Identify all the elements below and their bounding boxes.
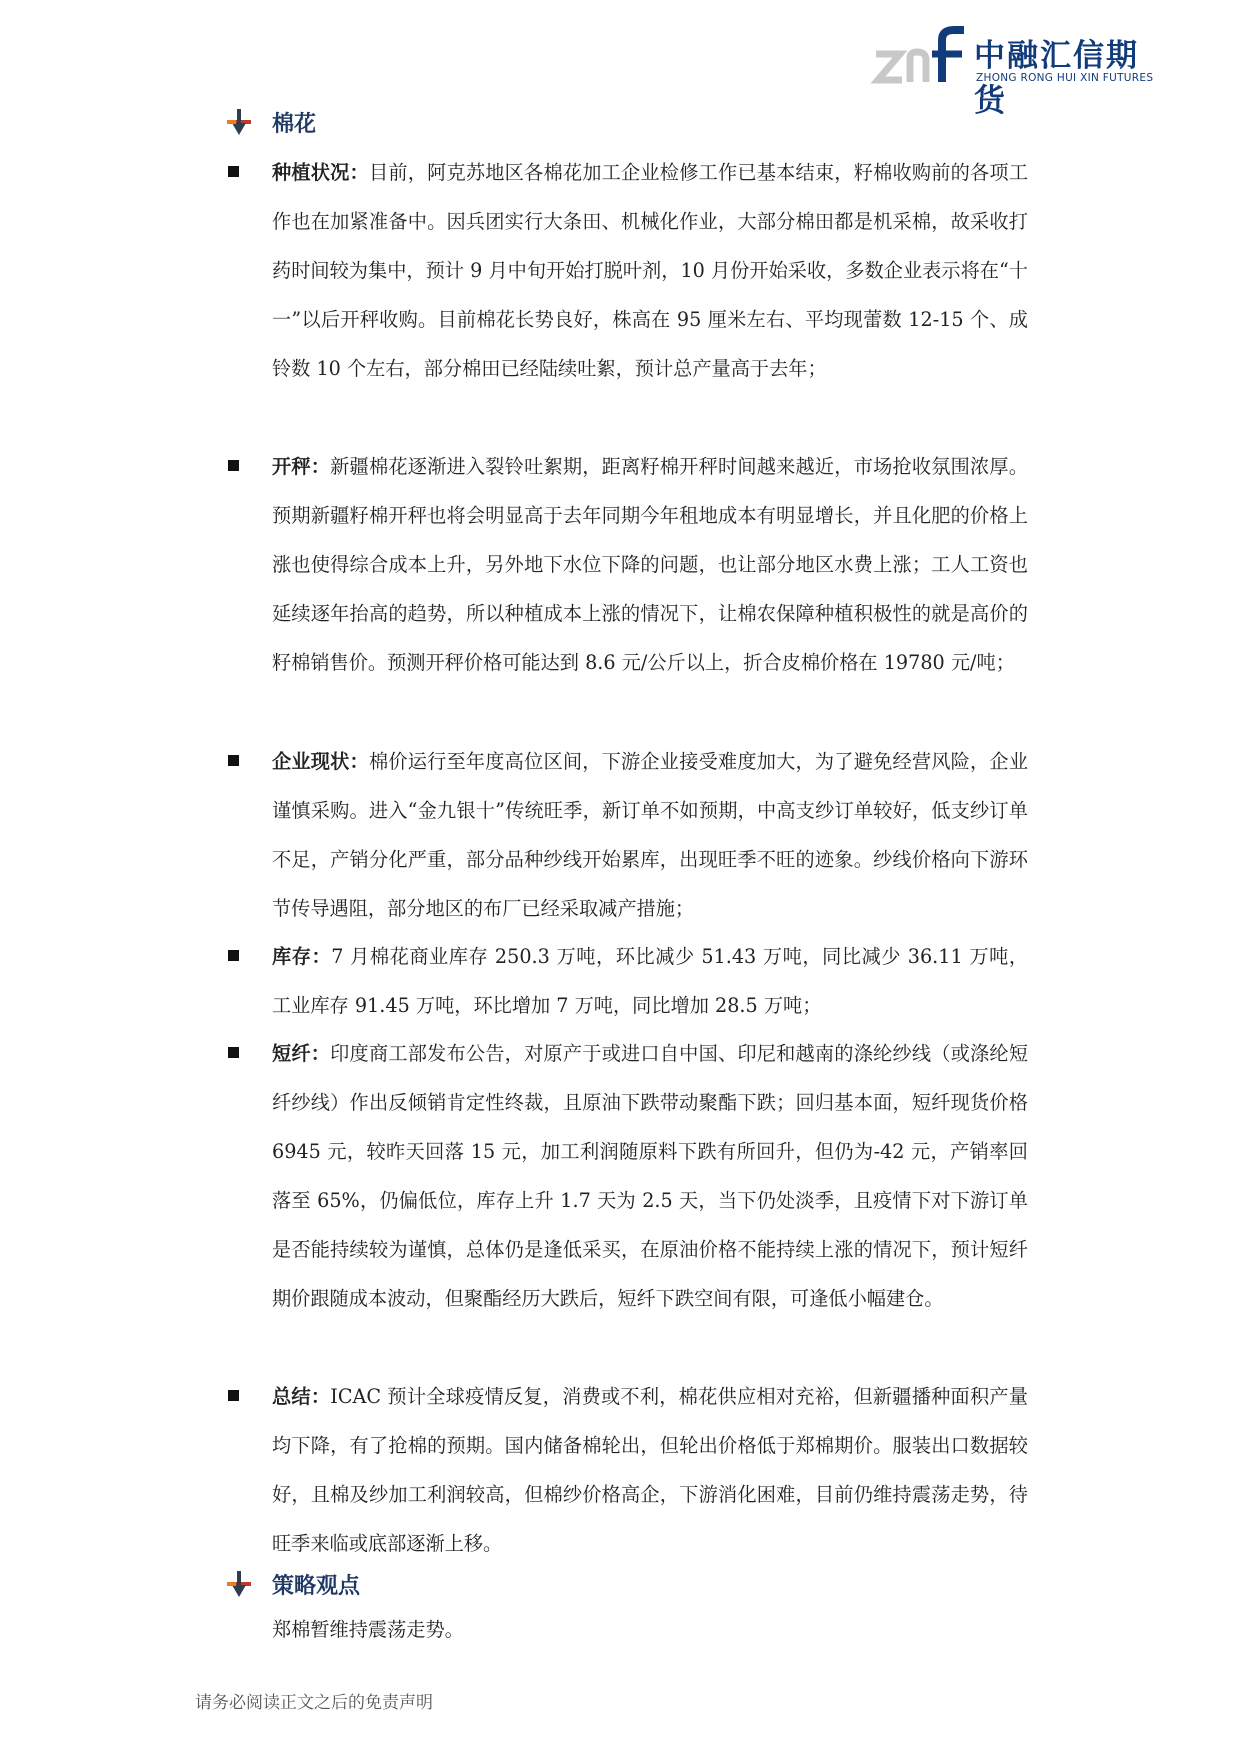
list-item — [228, 148, 1028, 393]
list-item — [228, 442, 1028, 687]
section-arrow-icon — [224, 107, 254, 137]
list-item — [228, 1372, 1028, 1568]
strategy-text: 郑棉暂维持震荡走势。 — [272, 1618, 464, 1641]
item-text: 新疆棉花逐渐进入裂铃吐絮期，距离籽棉开秤时间越来越近，市场抢收氛围浓厚。预期新疆籽棉开秤也将会明显高于去年同期今年租地成本有明显增长，并且化肥的价格上涨也使得综合成本上升，另外地下水位下降的问题，也让部分地区水费上涨；工人工资也延续逐年抬高的趋势，所以种植成本上涨的情况下，让棉农保障种植积极性的就是高价的籽棉销售价。预测开秤价格可能达到 8.6 元/公斤以上，折合皮棉价格在 19780 元/吨； — [272, 455, 1029, 674]
item-label: 短纤： — [272, 1042, 331, 1065]
section-title: 棉花 — [272, 111, 317, 137]
item-text: 7 月棉花商业库存 250.3 万吨，环比减少 51.43 万吨，同比减少 36.11 万吨，工业库存 91.45 万吨，环比增加 7 万吨，同比增加 28.5 万吨； — [272, 945, 1029, 1017]
item-label: 总结： — [272, 1385, 331, 1408]
section-heading-cotton — [224, 104, 316, 140]
square-bullet-icon — [228, 1390, 239, 1401]
list-item — [228, 932, 1028, 1030]
square-bullet-icon — [228, 755, 239, 766]
section-title: 策略观点 — [272, 1573, 361, 1599]
item-label: 种植状况： — [272, 161, 369, 184]
list-item — [228, 737, 1028, 933]
item-text: 棉价运行至年度高位区间，下游企业接受难度加大，为了避免经营风险，企业谨慎采购。进入“金九银十”传统旺季，新订单不如预期，中高支纱订单较好，低支纱订单不足，产销分化严重，部分品种纱线开始累库，出现旺季不旺的迹象。纱线价格向下游环节传导遇阻，部分地区的布厂已经采取减产措施； — [272, 750, 1029, 920]
item-label: 库存： — [272, 945, 332, 968]
section-arrow-icon — [224, 1569, 254, 1599]
square-bullet-icon — [228, 166, 239, 177]
item-label: 开秤： — [272, 455, 331, 478]
item-text: ICAC 预计全球疫情反复，消费或不利，棉花供应相对充裕，但新疆播种面积产量均下降，有了抢棉的预期。国内储备棉轮出，但轮出价格低于郑棉期价。服装出口数据较好，且棉及纱加工利润较高，但棉纱价格高企，下游消化困难，目前仍维持震荡走势，待旺季来临或底部逐渐上移。 — [272, 1385, 1028, 1555]
square-bullet-icon — [228, 1047, 239, 1058]
list-item — [228, 1029, 1028, 1323]
logo-english-name: ZHONG RONG HUI XIN FUTURES — [976, 72, 1154, 84]
company-logo — [870, 24, 1170, 119]
logo-chinese-name: 中融汇信期货 — [974, 38, 1139, 119]
item-text: 印度商工部发布公告，对原产于或进口自中国、印尼和越南的涤纶纱线（或涤纶短纤纱线）作出反倾销肯定性终裁，且原油下跌带动聚酯下跌；回归基本面，短纤现货价格 6945 元，较昨天回落 15 元，加工利润随原料下跌有所回升，但仍为-42 元，产销率回落至 65%，仍偏低位，库存上升 1.7 天为 2.5 天，当下仍处淡季，且疫情下对下游订单是否能持续较为谨慎，总体仍是逢低采买，在原油价格不能持续上涨的情况下，预计短纤期价跟随成本波动，但聚酯经历大跌后，短纤下跌空间有限，可逢低小幅建仓。 — [272, 1042, 1029, 1310]
logo-mark-icon — [870, 24, 970, 88]
disclaimer-note: 请务必阅读正文之后的免责声明 — [195, 1693, 433, 1713]
item-text: 目前，阿克苏地区各棉花加工企业检修工作已基本结束，籽棉收购前的各项工作也在加紧准备中。因兵团实行大条田、机械化作业，大部分棉田都是机采棉，故采收打药时间较为集中，预计 9 月中旬开始打脱叶剂，10 月份开始采收，多数企业表示将在“十一”以后开秤收购。目前棉花长势良好，株高在 95 厘米左右、平均现蕾数 12-15 个、成铃数 10 个左右，部分棉田已经陆续吐絮，预计总产量高于去年； — [272, 161, 1029, 380]
item-label: 企业现状： — [272, 750, 369, 773]
square-bullet-icon — [228, 950, 239, 961]
section-heading-strategy — [224, 1566, 360, 1602]
square-bullet-icon — [228, 460, 239, 471]
